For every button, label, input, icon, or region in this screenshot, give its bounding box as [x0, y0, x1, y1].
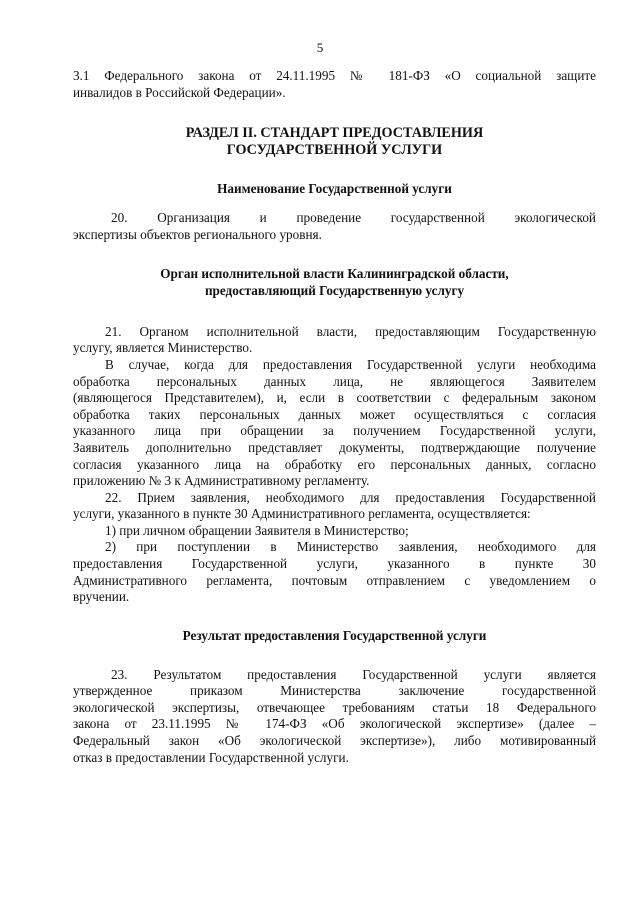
paragraph-line: Федеральный закон «Об экологической экспертизе»), либо мотивированный: [73, 733, 596, 749]
paragraph-21: [73, 324, 596, 357]
service-name-heading: Наименование Государственной услуги: [217, 181, 452, 197]
paragraph-line: обработка персональных данных лица, не являющегося Заявителем: [73, 373, 596, 389]
paragraph-line: закона от 23.11.1995 № 174-ФЗ «Об экологической экспертизе» (далее –: [73, 716, 596, 732]
paragraph-line: 22. Прием заявления, необходимого для предоставления Государственной: [105, 489, 596, 505]
paragraph-23: [73, 667, 596, 767]
paragraph-line: утвержденное приказом Министерства заключение государственной: [73, 683, 596, 699]
intro-line: 3.1 Федерального закона от 24.11.1995 № 181-ФЗ «О социальной защите: [73, 68, 596, 83]
paragraph-line: 2) при поступлении в Министерство заявления, необходимого для: [105, 539, 596, 555]
result-heading: Результат предоставления Государственной услуги: [182, 627, 487, 643]
paragraph-line: вручении.: [73, 589, 130, 605]
consent-paragraph: [73, 357, 596, 490]
paragraph-line: экологической экспертизы, отвечающее требованиям статьи 18 Федерального: [73, 699, 596, 715]
page-number: 5: [316, 40, 324, 55]
section-title: [73, 125, 596, 158]
document-body: [73, 68, 596, 766]
paragraph-line: 21. Органом исполнительной власти, предоставляющим Государственную: [105, 323, 596, 339]
paragraph-line: 23. Результатом предоставления Государственной услуги является: [111, 666, 596, 682]
paragraph-line: экспертизы объектов регионального уровня.: [73, 226, 322, 242]
paragraph-line: В случае, когда для предоставления Государственной услуги необходима: [105, 356, 596, 372]
intro-line: инвалидов в Российской Федерации».: [73, 84, 286, 100]
paragraph-line: 20. Организация и проведение государственной экологической: [111, 209, 596, 225]
intro-paragraph: [73, 68, 596, 101]
authority-heading: [73, 266, 596, 300]
paragraph-line: обработка таких персональных данных может осуществляться с согласия: [73, 406, 596, 422]
paragraph-line: (являющегося Представителем), и, если в соответствии с федеральным законом: [73, 390, 596, 406]
paragraph-line: услуги, указанного в пункте 30 Административного регламента, осуществляется:: [73, 506, 531, 522]
paragraph-line: услугу, является Министерство.: [73, 340, 253, 356]
paragraph-line: Заявитель дополнительно представляет документы, подтверждающие получение: [73, 439, 596, 455]
section-title-line: РАЗДЕЛ II. СТАНДАРТ ПРЕДОСТАВЛЕНИЯ: [185, 125, 484, 142]
paragraph-line: отказ в предоставлении Государственной услуги.: [73, 749, 349, 765]
paragraph-line: согласия указанного лица на обработку его персональных данных, согласно: [73, 456, 596, 472]
section-title-line: ГОСУДАРСТВЕННОЙ УСЛУГИ: [226, 141, 443, 158]
paragraph-line: Административного регламента, почтовым отправлением с уведомлением о: [73, 572, 596, 588]
paragraph-line: предоставления Государственной услуги, указанного в пункте 30: [73, 556, 596, 572]
authority-heading-line: предоставляющий Государственную услугу: [204, 282, 465, 298]
list-item-2: [73, 539, 596, 605]
paragraph-line: указанного лица при обращении за получением Государственной услуги,: [73, 423, 596, 439]
list-item-1: 1) при личном обращении Заявителя в Министерство;: [105, 522, 409, 538]
paragraph-22: [73, 490, 596, 523]
authority-heading-line: Орган исполнительной власти Калининградской области,: [160, 266, 509, 282]
paragraph-20: [73, 210, 596, 243]
paragraph-line: приложению № 3 к Административному регламенту.: [73, 473, 370, 489]
